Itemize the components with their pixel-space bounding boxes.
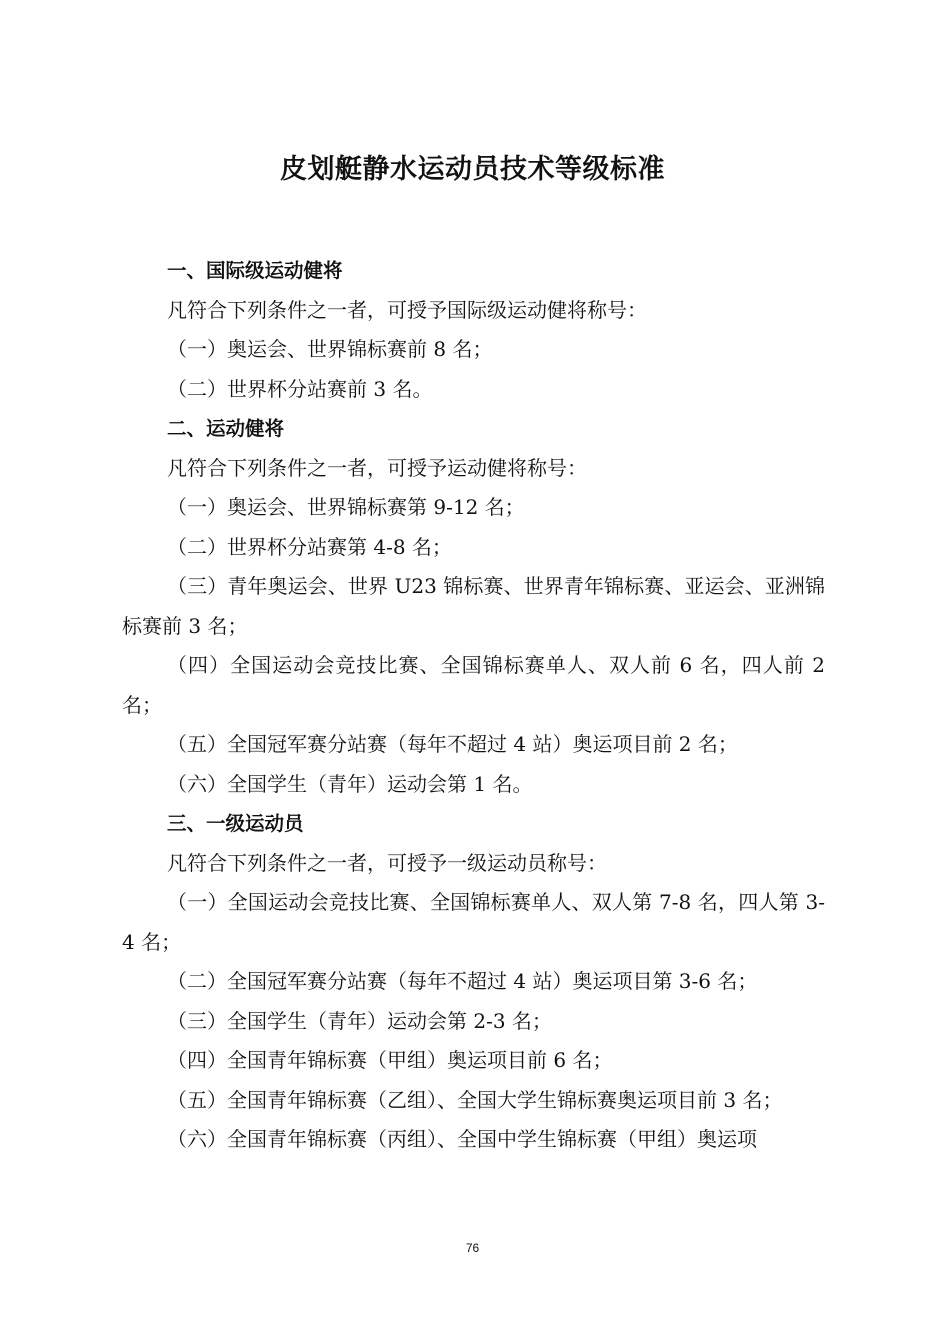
list-item: （六）全国学生（青年）运动会第 1 名。 [167,771,533,796]
list-item: （五）全国青年锦标赛（乙组）、全国大学生锦标赛奥运项目前 3 名； [167,1087,783,1112]
list-item: （三）全国学生（青年）运动会第 2-3 名； [167,1008,552,1033]
list-item: （二）世界杯分站赛前 3 名。 [167,376,433,401]
list-item: （二）全国冠军赛分站赛（每年不超过 4 站）奥运项目第 3-6 名； [167,969,758,993]
section-intro: 凡符合下列条件之一者，可授予运动健将称号： [167,455,587,480]
list-item: （四）全国青年锦标赛（甲组）奥运项目前 6 名； [167,1048,613,1072]
list-item: （六）全国青年锦标赛（丙组）、全国中学生锦标赛（甲组）奥运项 [167,1127,757,1151]
page-title: 皮划艇静水运动员技术等级标准 [280,154,665,185]
list-item: （二）世界杯分站赛第 4-8 名； [167,534,452,559]
document-body [122,251,825,1160]
list-item: （一）奥运会、世界锦标赛第 9-12 名； [167,495,525,519]
list-item: （三）青年奥运会、世界 U23 锦标赛、世界青年锦标赛、亚运会、亚洲锦标赛前 3 名； [122,574,825,638]
list-item: （五）全国冠军赛分站赛（每年不超过 4 站）奥运项目前 2 名； [167,732,738,756]
section-heading: 三、一级运动员 [167,812,304,835]
section-intro: 凡符合下列条件之一者，可授予国际级运动健将称号： [167,297,647,322]
section-intro: 凡符合下列条件之一者，可授予一级运动员称号： [167,850,607,875]
list-item: （一）奥运会、世界锦标赛前 8 名； [167,337,493,361]
section-heading: 一、国际级运动健将 [167,259,343,282]
list-item: （四）全国运动会竞技比赛、全国锦标赛单人、双人前 6 名，四人前 2 名； [122,653,825,717]
list-item: （一）全国运动会竞技比赛、全国锦标赛单人、双人第 7-8 名，四人第 3-4 名； [122,890,825,954]
section-heading: 二、运动健将 [167,417,285,440]
page-number: 76 [465,1241,480,1255]
